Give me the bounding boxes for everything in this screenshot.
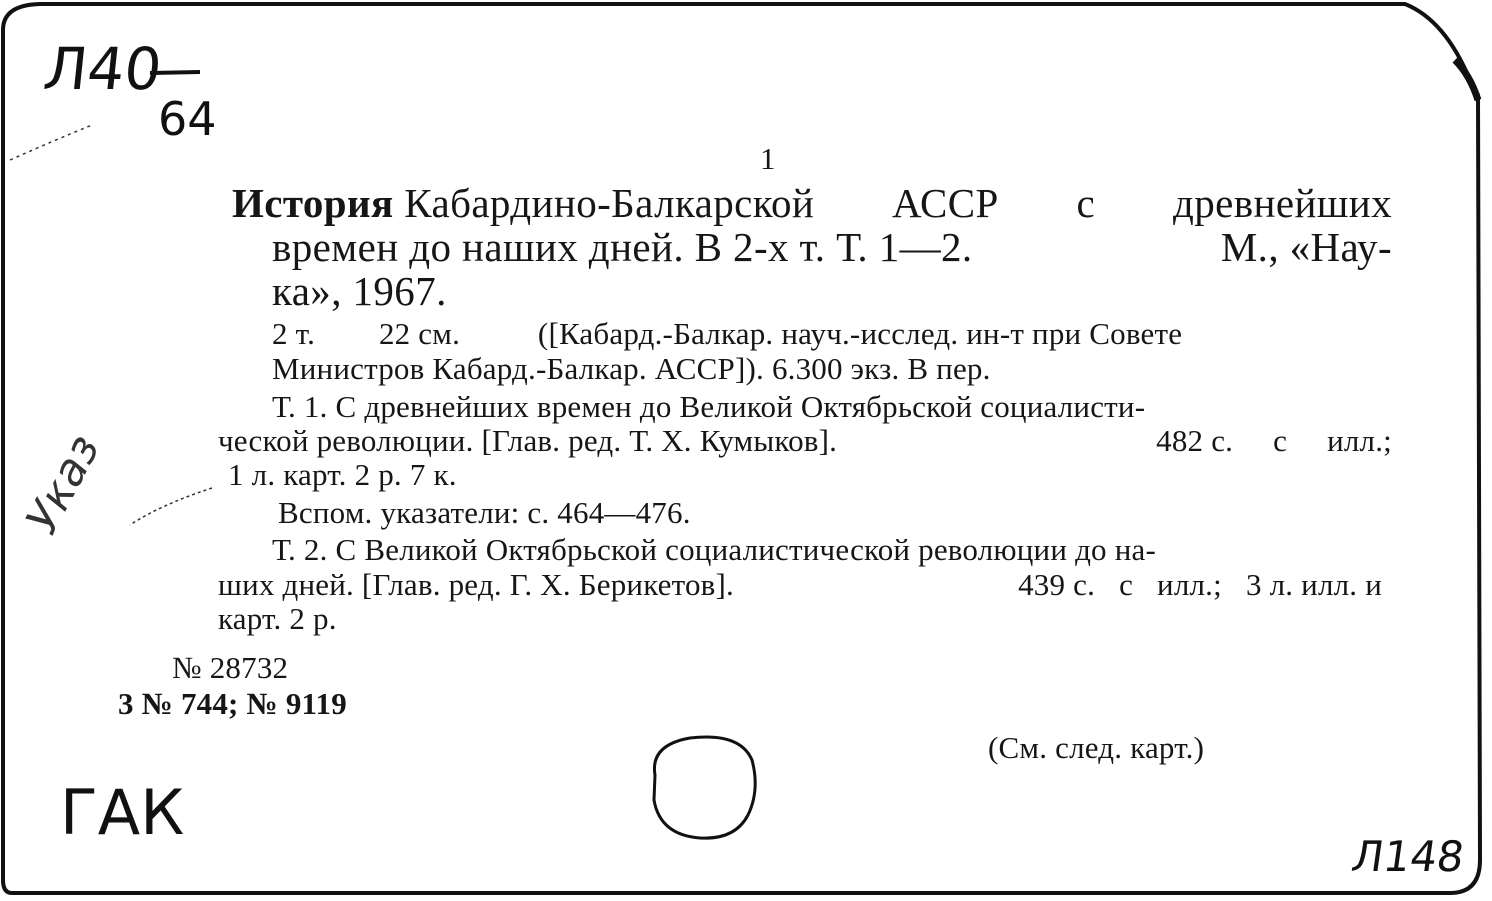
title-line-1 [232, 180, 1392, 226]
shelf-mark-bottom: 64 [158, 92, 217, 146]
vol1-line-1: Т. 1. С древнейших времен до Великой Октябрьской социалисти- [272, 389, 1146, 424]
continued-note: (См. след. карт.) [988, 730, 1205, 765]
title-line-2-right: М., «Нау- [1220, 224, 1392, 270]
title-lead: История [232, 180, 394, 226]
vol2-pages: 439 с. [1018, 567, 1096, 602]
shelf-mark-top: Л40 [40, 35, 165, 103]
dimensions: 22 см. [378, 316, 461, 351]
title-word-2: АССР [892, 180, 999, 226]
vol1-editor: ческой революции. [Глав. ред. Т. Х. Кумыков]. [218, 423, 838, 458]
stamp-gak: ГАК [60, 776, 185, 849]
corner-mark: Л148 [1348, 832, 1468, 881]
vol1-line-2 [218, 425, 1392, 456]
vol1-ill: илл.; [1327, 423, 1392, 458]
phys-line-2: Министров Кабард.-Балкар. АССР]). 6.300 экз. В пер. [272, 351, 991, 386]
title-line-2-left: времен до наших дней. В 2-х т. Т. 1—2. [272, 224, 973, 270]
vol2-with: с [1119, 567, 1134, 602]
title-word-1: Кабардино-Балкарской [404, 180, 815, 226]
vol1-with: с [1273, 423, 1288, 458]
vol1-pages: 482 с. [1156, 423, 1234, 458]
volumes-count: 2 т. [272, 316, 316, 351]
side-annotation: Указ [16, 426, 111, 543]
title-word-3: с [1076, 180, 1096, 226]
publisher-institution: ([Кабард.-Балкар. науч.-исслед. ин-т при Совете [537, 316, 1183, 351]
card-number: 1 [760, 141, 776, 176]
vol2-line-2 [218, 569, 1382, 600]
vol2-maps: 3 л. илл. и [1245, 567, 1382, 602]
pencil-stroke-2 [10, 125, 92, 160]
card-corner-wear [1455, 60, 1478, 100]
title-line-2 [272, 224, 1392, 270]
registration-number: № 28732 [172, 650, 289, 685]
card-hole [654, 737, 755, 838]
vol1-note: Вспом. указатели: с. 464—476. [278, 495, 691, 530]
inventory-numbers: 3 № 744; № 9119 [118, 686, 347, 721]
pencil-stroke [130, 488, 212, 525]
title-line-3: ка», 1967. [272, 268, 447, 314]
vol2-line-3: карт. 2 р. [218, 601, 337, 636]
title-word-4: древнейших [1172, 180, 1392, 226]
phys-line-1 [272, 318, 1392, 349]
vol2-line-1: Т. 2. С Великой Октябрьской социалистической революции до на- [272, 532, 1156, 567]
vol2-ill: илл.; [1157, 567, 1222, 602]
vol1-line-3: 1 л. карт. 2 р. 7 к. [228, 457, 457, 492]
vol2-editor: ших дней. [Глав. ред. Г. Х. Берикетов]. [218, 567, 734, 602]
